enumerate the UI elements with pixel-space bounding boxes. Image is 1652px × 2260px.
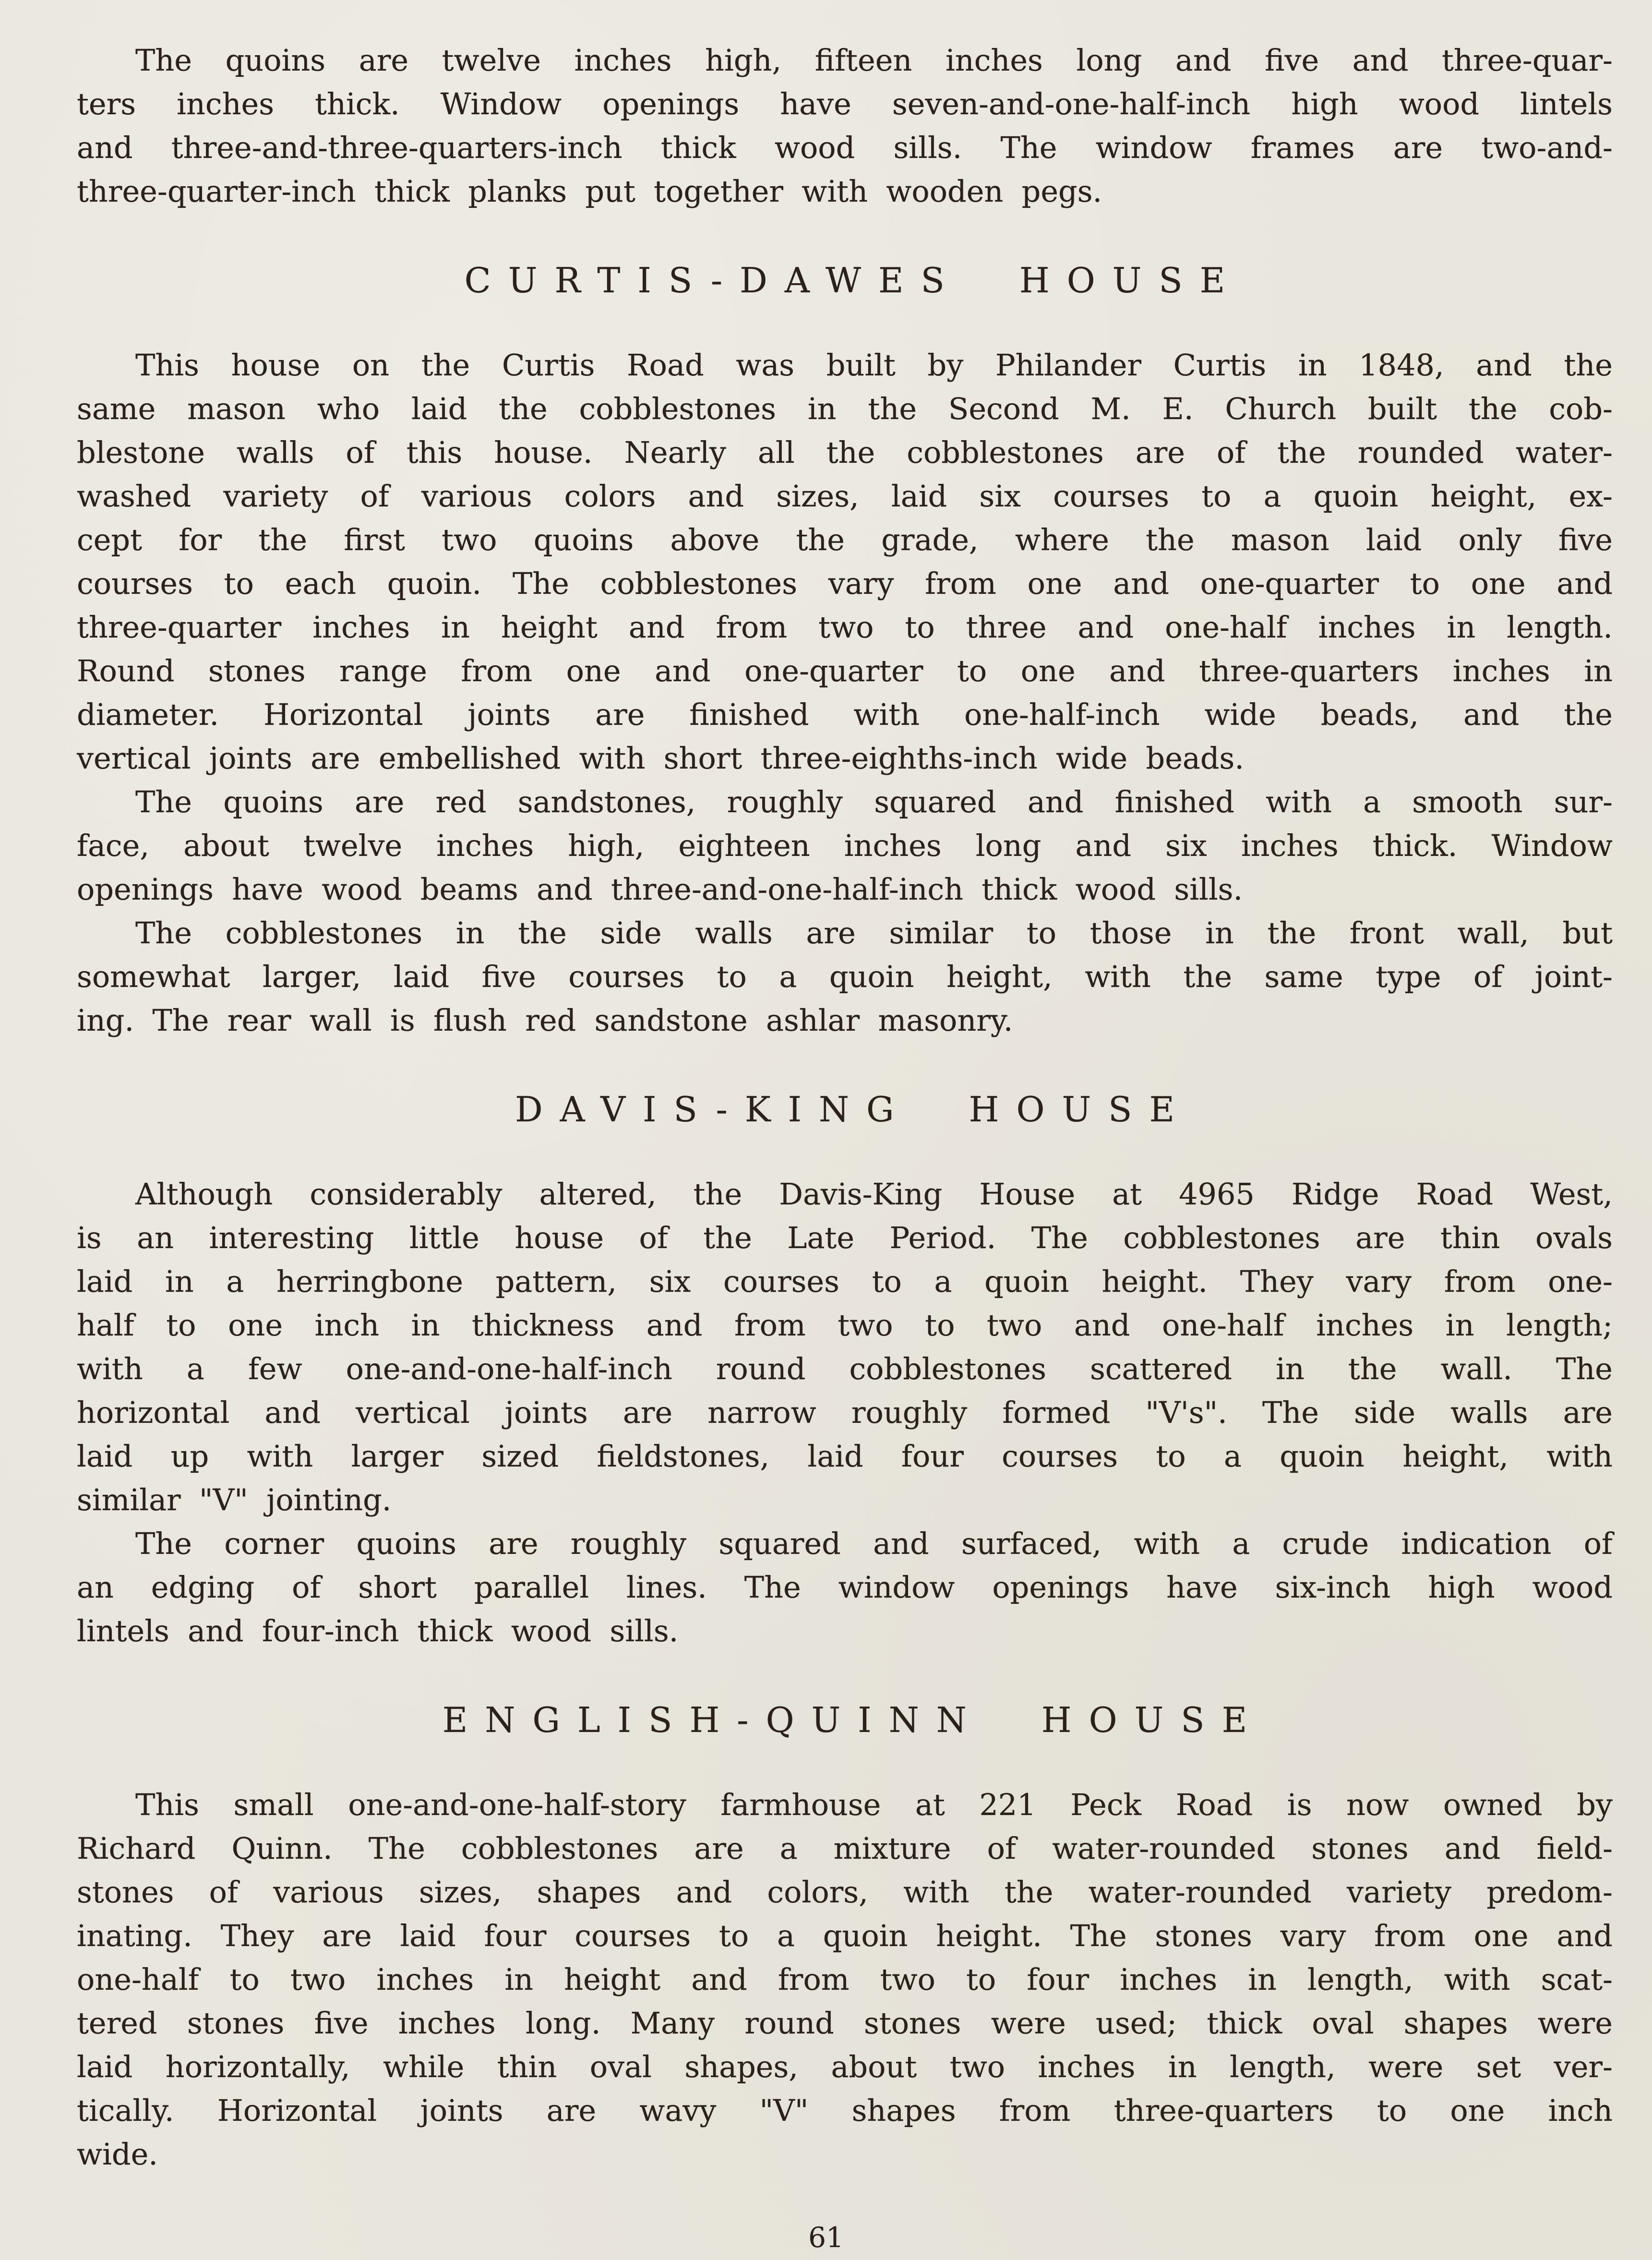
page-number: 61 <box>808 2221 844 2254</box>
paragraph <box>77 911 1613 1042</box>
text-line: inating. They are laid four courses to a quoin height. The stones vary from one and <box>77 1918 1613 1953</box>
text-line: laid horizontally, while thin oval shapes, about two inches in length, were set ver- <box>77 2049 1613 2084</box>
text-line: half to one inch in thickness and from two to two and one-half inches in length; <box>77 1308 1613 1343</box>
text-line: The corner quoins are roughly squared and surfaced, with a crude indication of <box>135 1526 1613 1561</box>
text-line: with a few one-and-one-half-inch round cobblestones scattered in the wall. The <box>77 1351 1613 1386</box>
text-line: laid up with larger sized fieldstones, laid four courses to a quoin height, with <box>77 1439 1613 1474</box>
text-line: stones of various sizes, shapes and colors, with the water-rounded variety predom- <box>77 1875 1613 1910</box>
text-line: three-quarter-inch thick planks put together with wooden pegs. <box>77 174 1102 209</box>
text-line: somewhat larger, laid five courses to a quoin height, with the same type of joint- <box>77 959 1613 994</box>
text-line: The quoins are twelve inches high, fifteen inches long and five and three-quar- <box>135 43 1613 78</box>
section-heading: ENGLISH-QUINN HOUSE <box>442 1700 1265 1740</box>
text-line: The quoins are red sandstones, roughly squared and finished with a smooth sur- <box>135 784 1613 819</box>
text-line: This small one-and-one-half-story farmhouse at 221 Peck Road is now owned by <box>135 1787 1613 1822</box>
paragraph <box>77 780 1613 911</box>
section-heading: DAVIS-KING HOUSE <box>515 1089 1192 1130</box>
text-line: lintels and four-inch thick wood sills. <box>77 1613 679 1648</box>
text-line: ing. The rear wall is flush red sandstone ashlar masonry. <box>77 1003 1013 1038</box>
text-line: tically. Horizontal joints are wavy "V" shapes from three-quarters to one inch <box>77 2093 1613 2128</box>
text-line: an edging of short parallel lines. The window openings have six-inch high wood <box>77 1570 1613 1605</box>
text-line: blestone walls of this house. Nearly all the cobblestones are of the rounded water- <box>77 435 1613 470</box>
text-line: cept for the first two quoins above the grade, where the mason laid only five <box>77 522 1613 557</box>
text-line: Richard Quinn. The cobblestones are a mixture of water-rounded stones and field- <box>77 1831 1613 1866</box>
text-line: diameter. Horizontal joints are finished with one-half-inch wide beads, and the <box>77 697 1613 732</box>
paragraph <box>77 1172 1613 1522</box>
text-line: washed variety of various colors and sizes, laid six courses to a quoin height, ex- <box>77 479 1613 514</box>
text-line: tered stones five inches long. Many round stones were used; thick oval shapes were <box>77 2006 1613 2041</box>
paragraph <box>77 38 1613 213</box>
text-line: Round stones range from one and one-quarter to one and three-quarters inches in <box>77 653 1613 688</box>
text-line: same mason who laid the cobblestones in the Second M. E. Church built the cob- <box>77 391 1613 426</box>
text-line: three-quarter inches in height and from two to three and one-half inches in length. <box>77 610 1613 645</box>
text-line: and three-and-three-quarters-inch thick wood sills. The window frames are two-and- <box>77 130 1613 165</box>
text-line: courses to each quoin. The cobblestones vary from one and one-quarter to one and <box>77 566 1613 601</box>
text-line: is an interesting little house of the Late Period. The cobblestones are thin ovals <box>77 1220 1613 1255</box>
text-line: face, about twelve inches high, eighteen inches long and six inches thick. Window <box>77 828 1613 863</box>
text-line: The cobblestones in the side walls are similar to those in the front wall, but <box>135 915 1613 950</box>
text-line: openings have wood beams and three-and-one-half-inch thick wood sills. <box>77 872 1243 907</box>
paragraph <box>77 343 1613 780</box>
text-line: one-half to two inches in height and from two to four inches in length, with scat- <box>77 1962 1613 1997</box>
paragraph <box>77 1522 1613 1653</box>
text-line: similar "V" jointing. <box>77 1482 392 1517</box>
text-block <box>77 38 1613 2176</box>
text-line: Although considerably altered, the Davis-King House at 4965 Ridge Road West, <box>135 1177 1613 1212</box>
text-line: This house on the Curtis Road was built by Philander Curtis in 1848, and the <box>135 348 1613 383</box>
section-heading: CURTIS-DAWES HOUSE <box>464 260 1243 301</box>
text-line: ters inches thick. Window openings have seven-and-one-half-inch high wood lintels <box>77 86 1613 121</box>
text-line: vertical joints are embellished with short three-eighths-inch wide beads. <box>77 741 1245 776</box>
text-line: wide. <box>77 2137 158 2172</box>
paragraph <box>77 1783 1613 2176</box>
text-line: horizontal and vertical joints are narrow roughly formed "V's". The side walls are <box>77 1395 1613 1430</box>
text-line: laid in a herringbone pattern, six courses to a quoin height. They vary from one- <box>77 1264 1613 1299</box>
